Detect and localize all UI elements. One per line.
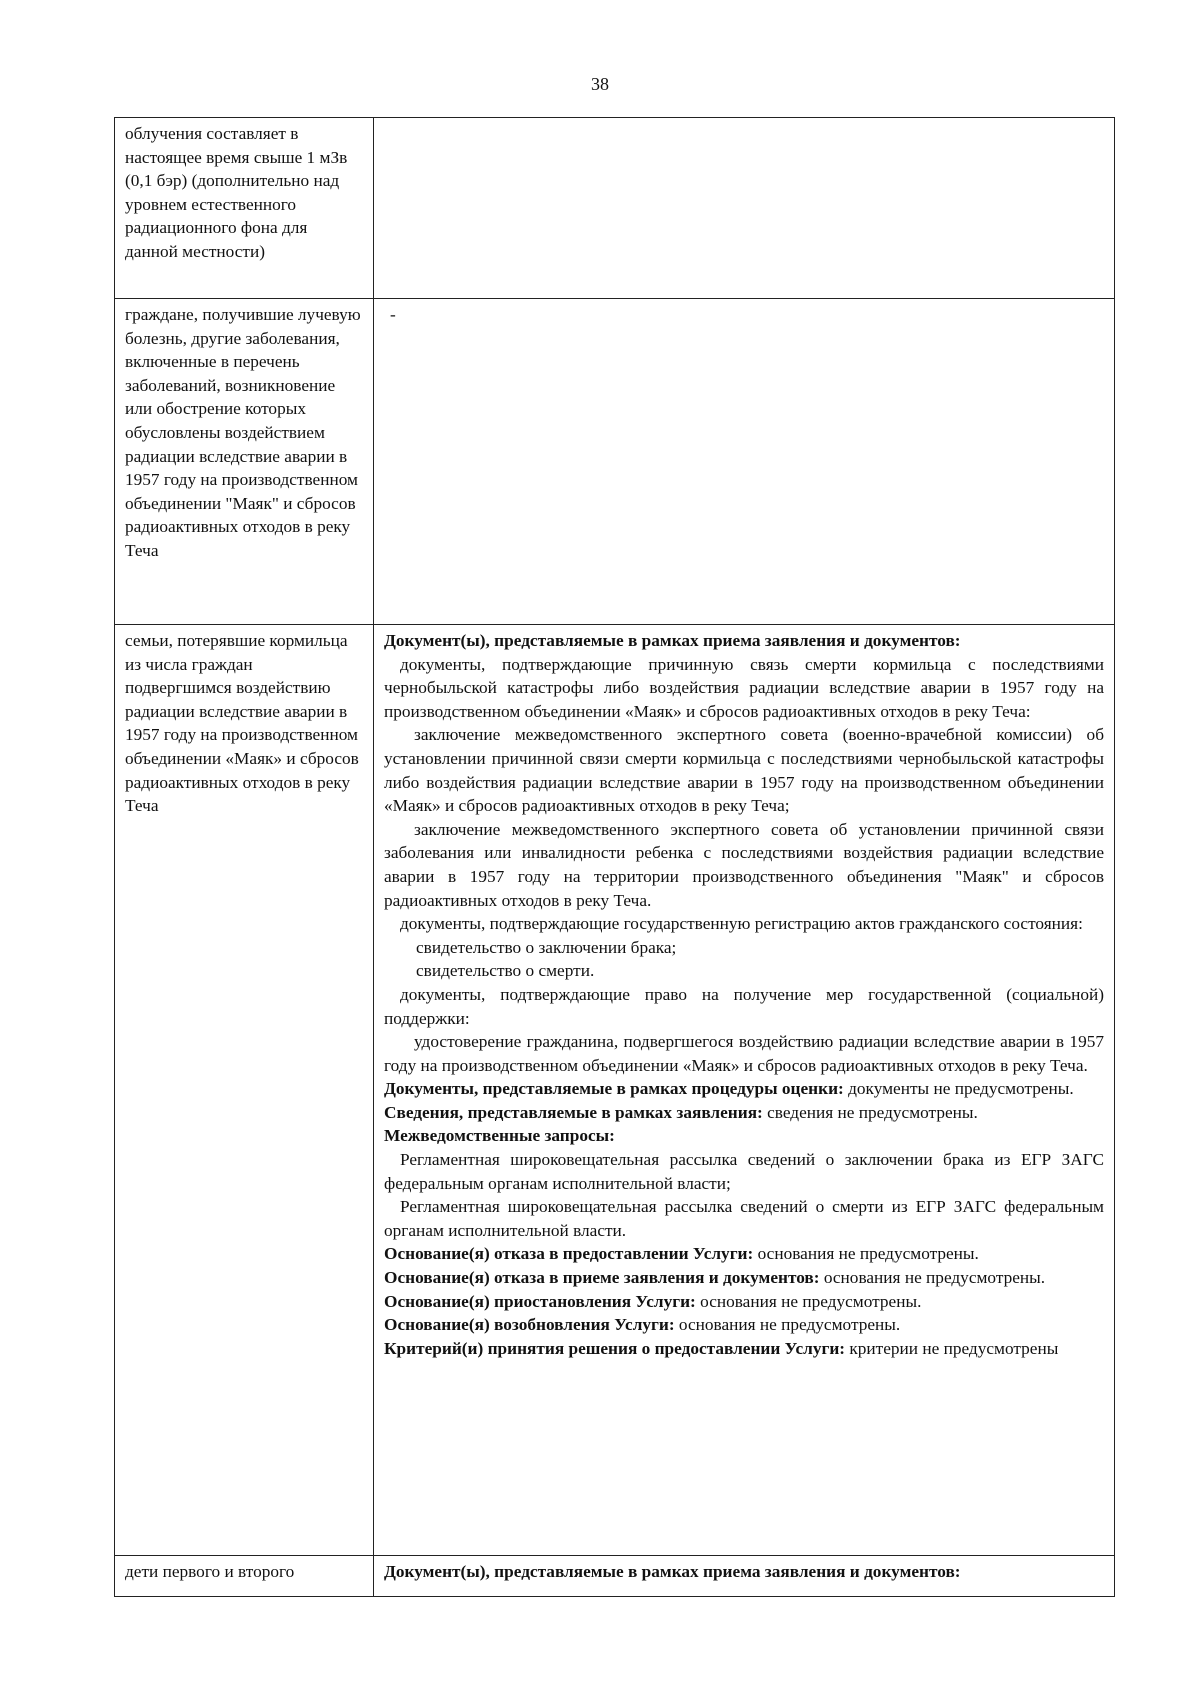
section-text: документы не предусмотрены. xyxy=(843,1079,1074,1099)
section-text: основания не предусмотрены. xyxy=(753,1244,979,1264)
page-number: 38 xyxy=(591,74,609,94)
section-text: основания не предусмотрены. xyxy=(695,1291,922,1311)
paragraph: Регламентная широковещательная рассылка сведений о заключении брака из ЕГР ЗАГС федеральным органам исполнительной власти; xyxy=(384,1150,1104,1193)
category-cell: дети первого и второго xyxy=(115,1556,374,1597)
section-text: основания не предусмотрены. xyxy=(819,1268,1046,1288)
section-text: основания не предусмотрены. xyxy=(674,1315,901,1335)
section-heading: Межведомственные запросы: xyxy=(384,1126,615,1146)
paragraph: документы, подтверждающие государственную регистрацию актов гражданского состояния: xyxy=(400,914,1083,934)
table-row xyxy=(115,1556,1115,1597)
documents-cell xyxy=(374,118,1115,299)
section-heading: Документы, представляемые в рамках процедуры оценки: xyxy=(384,1079,844,1099)
paragraph xyxy=(384,1077,1104,1101)
paragraph: документы, подтверждающие право на получение мер государственной (социальной) поддержки: xyxy=(384,984,1104,1028)
section-heading: Основание(я) отказа в приеме заявления и документов: xyxy=(384,1268,820,1288)
paragraph xyxy=(384,1290,1104,1314)
category-cell: семьи, потерявшие кормильца из числа граждан подвергшимся воздействию радиации вследствие аварии в 1957 году на производственном объединении «Маяк» и сбросов радиоактивных отходов в реку Теча xyxy=(115,625,374,1556)
section-heading: Основание(я) отказа в предоставлении Услуги: xyxy=(384,1244,754,1264)
table-row xyxy=(115,299,1115,625)
documents-cell xyxy=(374,625,1115,1556)
section-text: сведения не предусмотрены. xyxy=(762,1102,978,1122)
documents-cell xyxy=(374,1556,1115,1597)
paragraph: удостоверение гражданина, подвергшегося воздействию радиации вследствие аварии в 1957 году на производственном объединении «Маяк» и сбросов радиоактивных отходов в реку Теча. xyxy=(384,1032,1104,1075)
paragraph: свидетельство о смерти. xyxy=(416,961,595,981)
paragraph xyxy=(384,1313,1104,1337)
paragraph: заключение межведомственного экспертного совета об установлении причинной связи заболевания или инвалидности ребенка с последствиями воздействия радиации вследствие аварии в 1957 году на территории производственного объединения "Маяк" и сбросов радиоактивных отходов в реку Теча. xyxy=(384,819,1104,910)
category-cell: облучения составляет в настоящее время свыше 1 мЗв (0,1 бэр) (дополнительно над уровнем естественного радиационного фона для данной местности) xyxy=(115,118,374,299)
table-row xyxy=(115,625,1115,1556)
section-heading: Основание(я) приостановления Услуги: xyxy=(384,1291,696,1311)
documents-cell xyxy=(374,299,1115,625)
paragraph xyxy=(384,1337,1104,1361)
paragraph xyxy=(384,1242,1104,1266)
section-heading: Документ(ы), представляемые в рамках приема заявления и документов: xyxy=(384,631,961,650)
paragraph: заключение межведомственного экспертного совета (военно-врачебной комиссии) об установлении причинной связи смерти кормильца с последствиями чернобыльской катастрофы либо воздействия радиации вследствие аварии в 1957 году на производственном объединении «Маяк» и сбросов радиоактивных отходов в реку Теча; xyxy=(384,725,1104,816)
section-heading: Критерий(и) принятия решения о предоставлении Услуги: xyxy=(384,1338,846,1358)
paragraph xyxy=(384,1101,1104,1125)
paragraph: Регламентная широковещательная рассылка сведений о смерти из ЕГР ЗАГС федеральным органам исполнительной власти. xyxy=(384,1197,1104,1240)
section-heading: Основание(я) возобновления Услуги: xyxy=(384,1315,675,1335)
empty-dash: - xyxy=(390,305,396,324)
section-heading: Сведения, представляемые в рамках заявления: xyxy=(384,1102,763,1122)
section-heading: Документ(ы), представляемые в рамках приема заявления и документов: xyxy=(384,1562,961,1581)
paragraph: документы, подтверждающие причинную связь смерти кормильца с последствиями чернобыльской катастрофы либо воздействия радиации вследствие аварии в 1957 году на производственном объединении «Маяк» и сбросов радиоактивных отходов в реку Теча: xyxy=(384,654,1104,721)
paragraph: свидетельство о заключении брака; xyxy=(416,937,677,957)
table-row xyxy=(115,118,1115,299)
paragraph xyxy=(384,1266,1104,1290)
section-text: критерии не предусмотрены xyxy=(845,1338,1059,1358)
document-table xyxy=(114,117,1115,1597)
category-cell: граждане, получившие лучевую болезнь, другие заболевания, включенные в перечень заболеваний, возникновение или обострение которых обусловлены воздействием радиации вследствие аварии в 1957 году на производственном объединении "Маяк" и сбросов радиоактивных отходов в реку Теча xyxy=(115,299,374,625)
